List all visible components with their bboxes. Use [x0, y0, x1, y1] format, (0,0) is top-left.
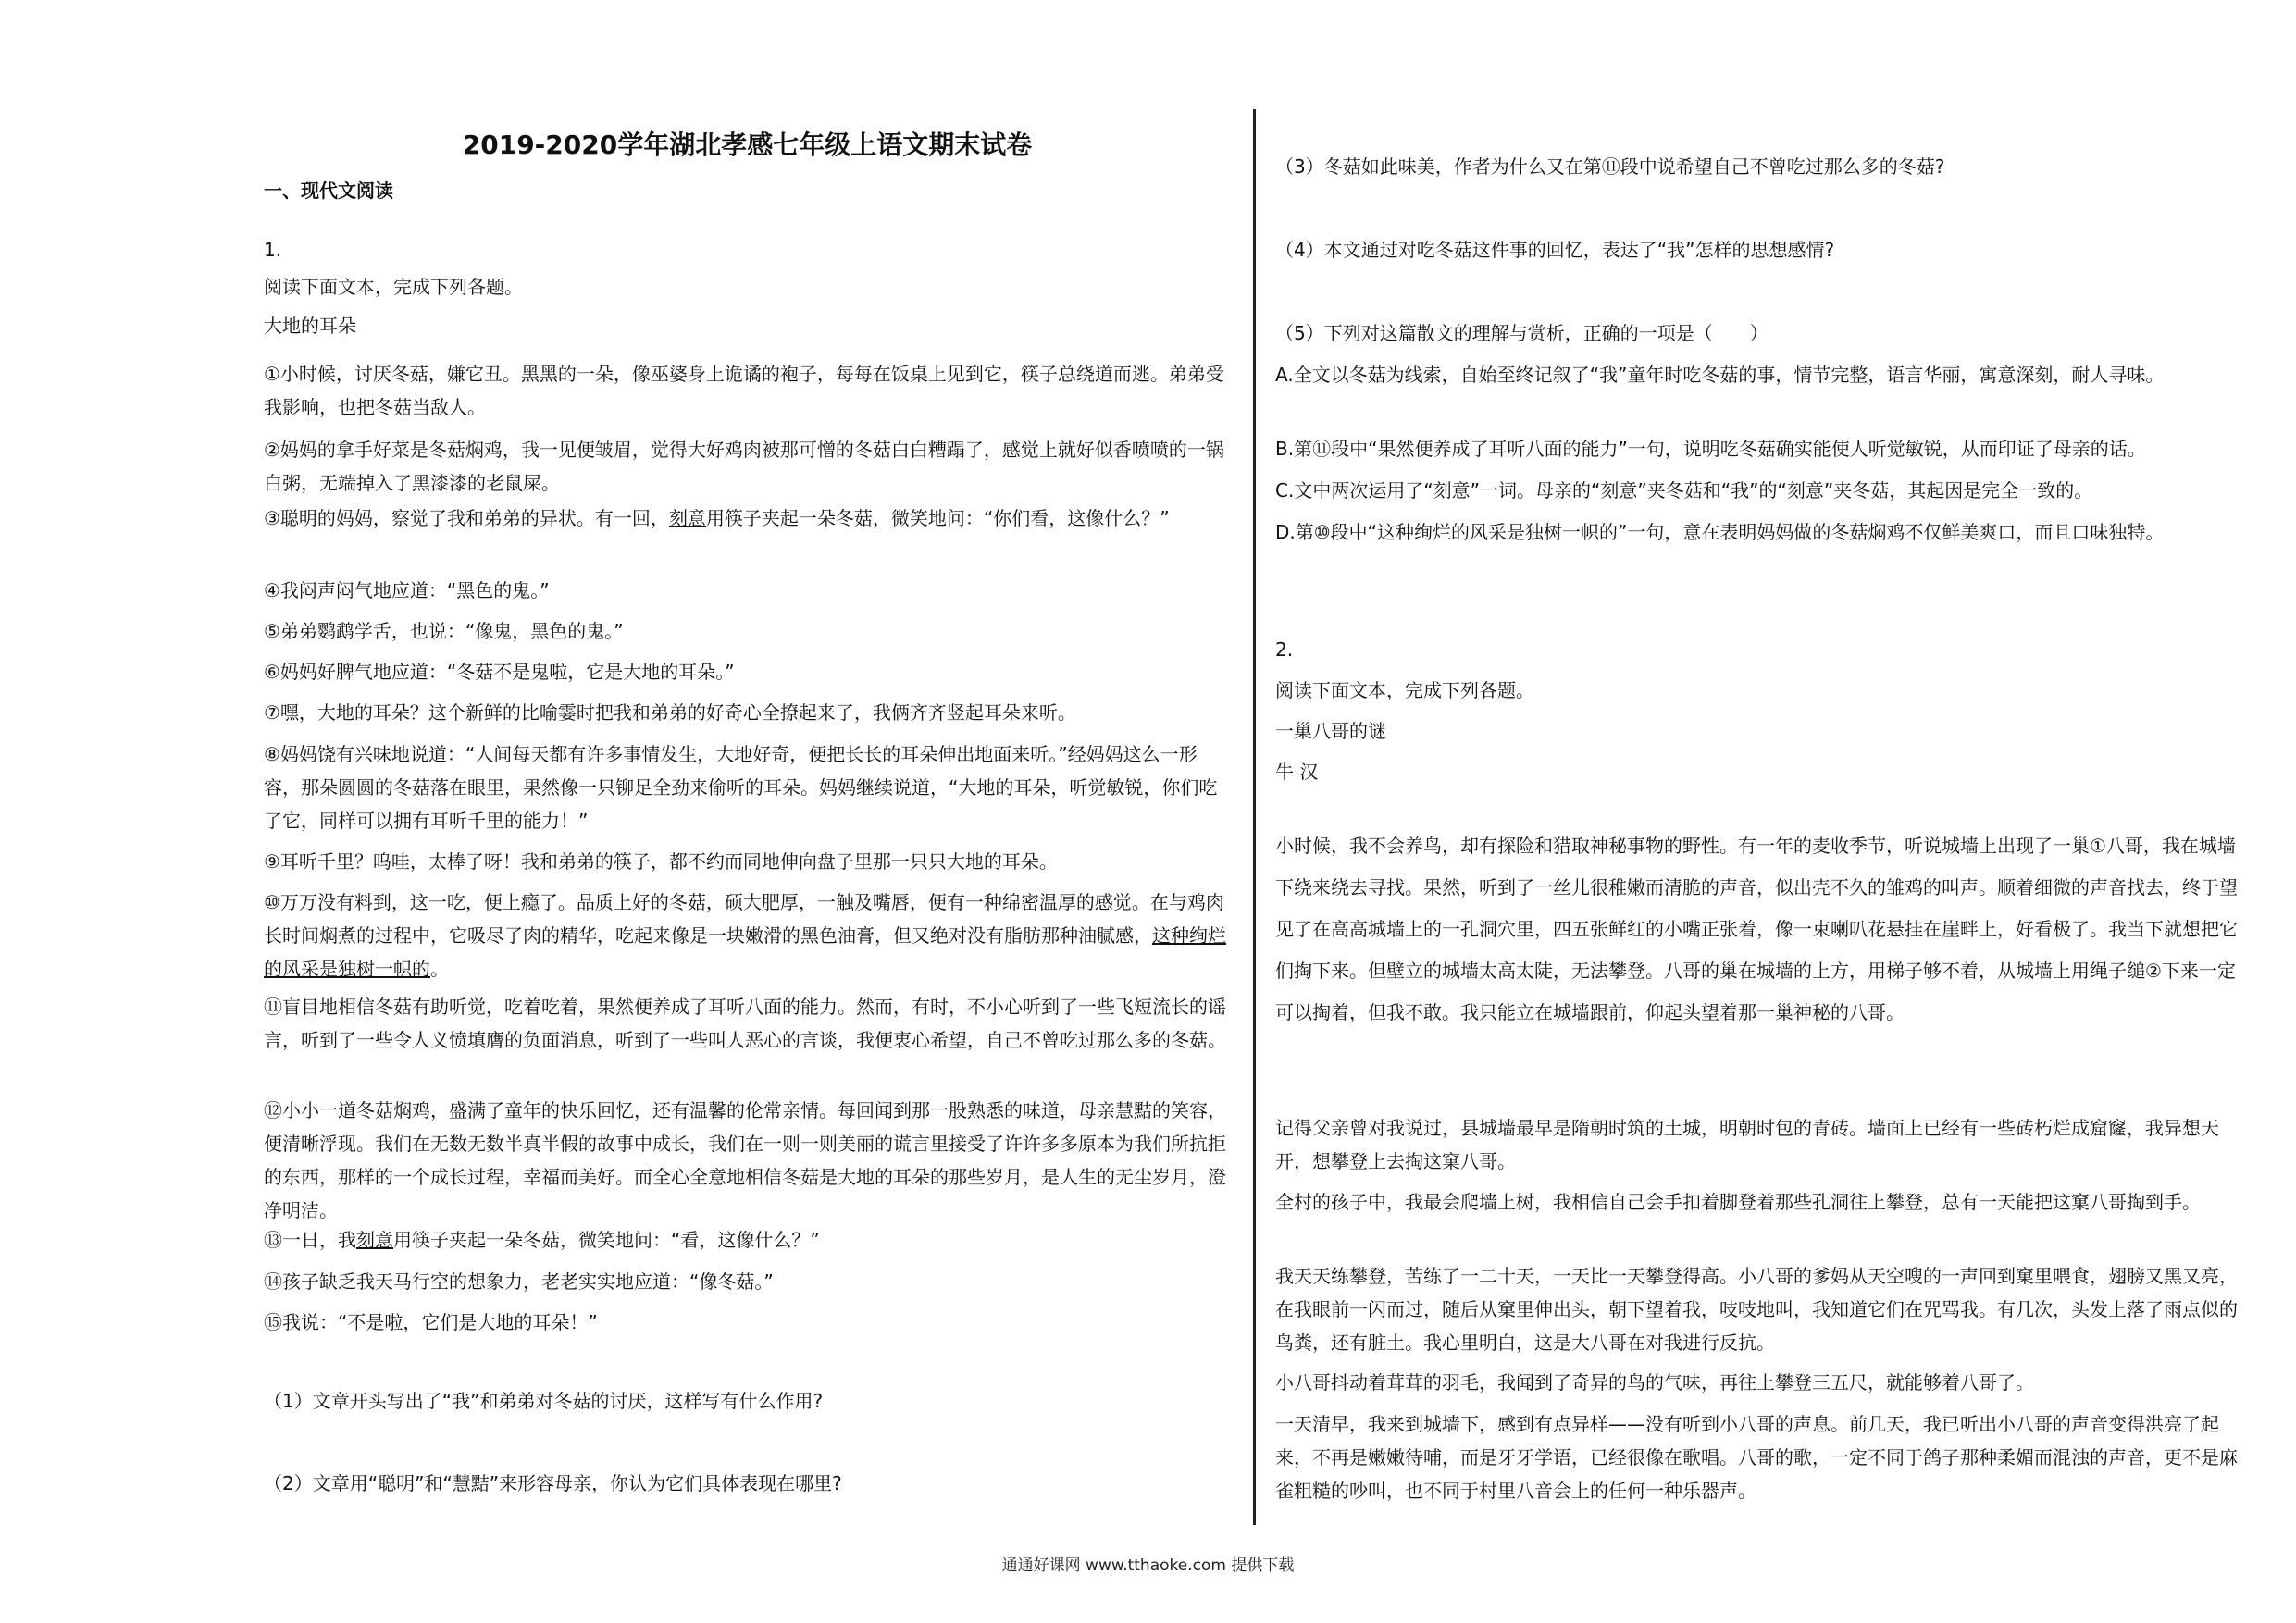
q2-passage-title: 一巢八哥的谜 — [1275, 720, 1386, 742]
q1-question-1: （1）文章开头写出了“我”和弟弟对冬菇的讨厌，这样写有什么作用? — [264, 1390, 824, 1412]
q2-header — [1275, 633, 2242, 788]
q1-para-1: ①小时候，讨厌冬菇，嫌它丑。黑黑的一朵，像巫婆身上诡谲的袍子，每每在饭桌上见到它，筷子总绕道而逃。弟弟受我影响，也把冬菇当敌人。 — [264, 363, 1224, 418]
q2-para-2: 记得父亲曾对我说过，县城墙最早是隋朝时筑的土城，明朝时包的青砖。墙面上已经有一些砖朽烂成窟窿，我异想天开，想攀登上去掏这窠八哥。 — [1275, 1117, 2219, 1172]
q1-para-14: ⑭孩子缺乏我天马行空的想象力，老老实实地应道：“像冬菇。” — [264, 1270, 774, 1293]
q2-number: 2. — [1275, 638, 1294, 661]
q1-passage-title: 大地的耳朵 — [264, 315, 356, 337]
q1-para-3: ③聪明的妈妈，察觉了我和弟弟的异状。有一回，刻意用筷子夹起一朵冬菇，微笑地问：“你们看，这像什么？” — [264, 507, 1170, 529]
page-footer: 通通好课网 www.tthaoke.com 提供下载 — [1001, 1556, 1295, 1575]
q1-question-4: （4）本文通过对吃冬菇这件事的回忆，表达了“我”怎样的思想感情? — [1275, 239, 1835, 261]
q1-para-4: ④我闷声闷气地应道：“黑色的鬼。” — [264, 579, 550, 601]
q1-question-3: （3）冬菇如此味美，作者为什么又在第⑪段中说希望自己不曾吃过那么多的冬菇? — [1275, 155, 1945, 178]
q2-instruction: 阅读下面文本，完成下列各题。 — [1275, 679, 1534, 701]
underlined-phrase: 这种绚烂的风采是独树一帜的 — [264, 924, 1226, 980]
q1-header — [264, 233, 1231, 342]
underlined-word: 刻意 — [356, 1229, 393, 1251]
q1-option-d: D.第⑩段中“这种绚烂的风采是独树一帜的”一句，意在表明妈妈做的冬菇焖鸡不仅鲜美爽口，而且口味独特。 — [1275, 521, 2165, 543]
q1-question-2: （2）文章用“聪明”和“慧黠”来形容母亲，你认为它们具体表现在哪里? — [264, 1472, 842, 1494]
q1-para-12: ⑫小小一道冬菇焖鸡，盛满了童年的快乐回忆，还有温馨的伦常亲情。每回闻到那一股熟悉的味道，母亲慧黠的笑容，便清晰浮现。我们在无数无数半真半假的故事中成长，我们在一则一则美丽的谎言里接受了许许多多原本为我们所抗拒的东西，那样的一个成长过程，幸福而美好。而全心全意地相信冬菇是大地的耳朵的那些岁月，是人生的无尘岁月，澄净明洁。 — [264, 1099, 1226, 1221]
q1-para-2: ②妈妈的拿手好菜是冬菇焖鸡，我一见便皱眉，觉得大好鸡肉被那可憎的冬菇白白糟蹋了，感觉上就好似香喷喷的一锅白粥，无端掉入了黑漆漆的老鼠屎。 — [264, 439, 1224, 494]
q1-option-c: C.文中两次运用了“刻意”一词。母亲的“刻意”夹冬菇和“我”的“刻意”夹冬菇，其起因是完全一致的。 — [1275, 479, 2093, 502]
q2-para-3: 全村的孩子中，我最会爬墙上树，我相信自己会手扣着脚登着那些孔洞往上攀登，总有一天能把这窠八哥掏到手。 — [1275, 1191, 2201, 1213]
q1-option-a: A.全文以冬菇为线索，自始至终记叙了“我”童年时吃冬菇的事，情节完整，语言华丽，寓意深刻，耐人寻味。 — [1275, 364, 2165, 386]
q1-option-b: B.第⑪段中“果然便养成了耳听八面的能力”一句，说明吃冬菇确实能使人听觉敏锐，从而印证了母亲的话。 — [1275, 438, 2146, 460]
q1-para-11: ⑪盲目地相信冬菇有助听觉，吃着吃着，果然便养成了耳听八面的能力。然而，有时，不小心听到了一些飞短流长的谣言，听到了一些令人义愤填膺的负面消息，听到了一些叫人恶心的言谈，我便衷心希望，自己不曾吃过那么多的冬菇。 — [264, 996, 1226, 1051]
underlined-word: 刻意 — [668, 507, 706, 529]
q1-para-13: ⑬一日，我刻意用筷子夹起一朵冬菇，微笑地问：“看，这像什么？” — [264, 1229, 820, 1251]
q2-para-5: 小八哥抖动着茸茸的羽毛，我闻到了奇异的鸟的气味，再往上攀登三五尺，就能够着八哥了。 — [1275, 1371, 2034, 1394]
q1-para-5: ⑤弟弟鹦鹉学舌，也说：“像鬼，黑色的鬼。” — [264, 620, 624, 642]
q2-para-6: 一天清早，我来到城墙下，感到有点异样——没有听到小八哥的声息。前几天，我已听出小八哥的声音变得洪亮了起来，不再是嫩嫩待哺，而是牙牙学语，已经很像在歌唱。八哥的歌，一定不同于鸽子那种柔媚而混浊的声音，更不是麻雀粗糙的吵叫，也不同于村里八音会上的任何一种乐器声。 — [1275, 1413, 2238, 1502]
q1-para-15: ⑮我说：“不是啦，它们是大地的耳朵！” — [264, 1311, 598, 1333]
q1-instruction: 阅读下面文本，完成下列各题。 — [264, 276, 523, 298]
column-divider — [1253, 109, 1256, 1525]
page-title: 2019-2020学年湖北孝感七年级上语文期末试卷 — [462, 130, 1033, 160]
q1-para-10: ⑩万万没有料到，这一吃，便上瘾了。品质上好的冬菇，硕大肥厚，一触及嘴唇，便有一种绵密温厚的感觉。在与鸡肉长时间焖煮的过程中，它吸尽了肉的精华，吃起来像是一块嫩滑的黑色油膏，但又绝对没有脂肪那种油腻感，这种绚烂的风采是独树一帜的。 — [264, 891, 1226, 980]
q2-author: 牛 汉 — [1275, 761, 1319, 783]
q1-para-6: ⑥妈妈好脾气地应道：“冬菇不是鬼啦，它是大地的耳朵。” — [264, 661, 735, 683]
q2-para-4: 我天天练攀登，苦练了一二十天，一天比一天攀登得高。小八哥的爹妈从天空嗖的一声回到窠里喂食，翅膀又黑又亮，在我眼前一闪而过，随后从窠里伸出头，朝下望着我，吱吱地叫，我知道它们在咒骂我。有几次，头发上落了雨点似的鸟粪，还有脏土。我心里明白，这是大八哥在对我进行反抗。 — [1275, 1265, 2238, 1354]
section-heading: 一、现代文阅读 — [264, 180, 393, 202]
q1-para-8: ⑧妈妈饶有兴味地说道：“人间每天都有许多事情发生，大地好奇，便把长长的耳朵伸出地面来听。”经妈妈这么一形容，那朵圆圆的冬菇落在眼里，果然像一只铆足全劲来偷听的耳朵。妈妈继续说道，“大地的耳朵，听觉敏锐，你们吃了它，同样可以拥有耳听千里的能力！” — [264, 743, 1218, 832]
q1-para-9: ⑨耳听千里？呜哇，太棒了呀！我和弟弟的筷子，都不约而同地伸向盘子里那一只只大地的耳朵。 — [264, 850, 1058, 873]
q1-number: 1. — [264, 239, 282, 261]
q1-question-5: （5）下列对这篇散文的理解与赏析，正确的一项是（ ） — [1275, 322, 1769, 344]
q1-para-7: ⑦嘿，大地的耳朵？这个新鲜的比喻霎时把我和弟弟的好奇心全撩起来了，我俩齐齐竖起耳朵来听。 — [264, 701, 1076, 724]
q2-para-1: 小时候，我不会养鸟，却有探险和猎取神秘事物的野性。有一年的麦收季节，听说城墙上出现了一巢①八哥，我在城墙下绕来绕去寻找。果然，听到了一丝儿很稚嫩而清脆的声音，似出壳不久的雏鸡的叫声。顺着细微的声音找去，终于望见了在高高城墙上的一孔洞穴里，四五张鲜红的小嘴正张着，像一束喇叭花悬挂在崖畔上，好看极了。我当下就想把它们掏下来。但壁立的城墙太高太陡，无法攀登。八哥的巢在城墙的上方，用梯子够不着，从城墙上用绳子缒②下来一定可以掏着，但我不敢。我只能立在城墙跟前，仰起头望着那一巢神秘的八哥。 — [1275, 835, 2238, 1023]
